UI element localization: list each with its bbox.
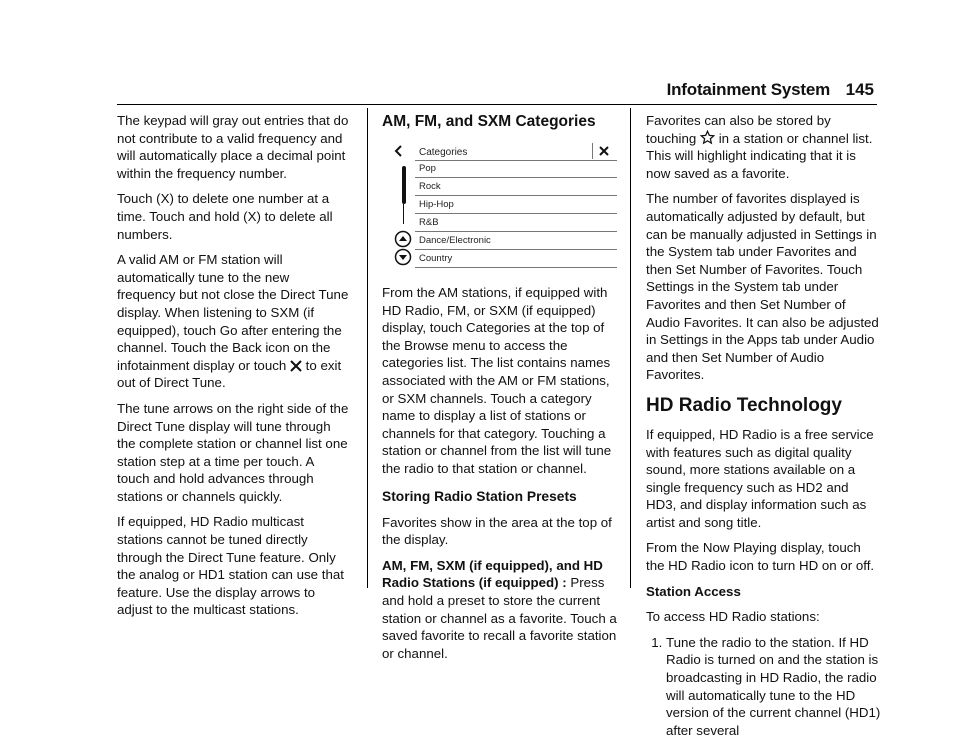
paragraph: Favorites show in the area at the top of the display. [382,514,612,548]
section-heading: AM, FM, and SXM Categories [382,113,596,130]
categories-list [415,160,617,268]
star-icon [700,130,715,145]
category-item: Rock [415,178,617,196]
section-heading: HD Radio Technology [646,394,842,416]
scrollbar-track [403,204,404,224]
categories-screen-illustration [390,142,620,270]
categories-title-bar [415,142,617,161]
category-item: Dance/Electronic [415,232,617,250]
paragraph: The number of favorites displayed is automatically adjusted by default, but can be manually adjusted in Settings in the System tab under Favorites and then Set Number of Favorites. Touch Settings in the System tab under Favorites and then Set Number of Audio Favorites. It can also be adjusted in Settings in the Apps tab under Audio and then Set Number of Audio Favorites. [646,191,879,383]
paragraph: If equipped, HD Radio multicast stations cannot be tuned directly through the Direct Tune feature. Only the analog or HD1 station can use that feature. Use the display arrows to adjust to the multicast stations. [117,514,344,618]
column-1 [117,112,349,627]
paragraph-text: Press and hold a preset to store the current station or channel as a favorite. Touch a saved favorite to recall a favorite station or channel. [382,575,617,661]
category-item: Pop [415,160,617,178]
numbered-list [646,634,882,739]
back-icon [390,142,408,160]
column-2 [382,112,618,670]
header-rule [117,104,877,105]
close-button [592,143,615,159]
paragraph-text: to exit out of Direct Tune. [117,357,342,391]
scroll-down-icon [394,248,412,266]
category-item: Hip-Hop [415,196,617,214]
scroll-up-icon [394,230,412,248]
categories-title: Categories [419,147,468,158]
subsection-heading: Storing Radio Station Presets [382,488,577,504]
paragraph-text: in a station or channel list. This will highlight indicating that it is now saved as a favorite. [646,130,873,181]
list-item: 1. Tune the radio to the station. If HD Radio is turned on and the station is broadcasting in HD Radio, the radio will automatically tune to the HD version of the current channel (HD1) after several [666,634,882,739]
column-divider [367,108,368,588]
paragraph: Touch (X) to delete one number at a time. Touch and hold (X) to delete all numbers. [117,191,333,242]
paragraph: From the AM stations, if equipped with HD Radio, FM, or SXM (if equipped) display, touch Categories at the top of the Browse menu to access the categories list. The list contains names associated with the AM or FM stations, or SXM channels. Touch a category name to display a list of stations or channels for that category. Touching a station or channel from the list will tune the radio to that station or channel. [382,285,612,476]
paragraph: From the Now Playing display, touch the HD Radio icon to turn HD on or off. [646,540,875,574]
subsection-heading: Station Access [646,583,741,599]
column-3 [646,112,882,739]
paragraph: The tune arrows on the right side of the Direct Tune display will tune through the complete station or channel list one station step at a time per touch. A touch and hold advances through stations or channels quickly. [117,400,349,504]
paragraph: To access HD Radio stations: [646,609,820,625]
category-item: Country [415,250,617,268]
paragraph-text: Favorites can also be stored by touching [646,113,831,146]
close-icon [290,360,302,372]
paragraph [382,557,618,663]
paragraph [646,112,882,182]
paragraph [117,251,349,392]
close-icon [593,143,615,159]
column-divider [630,108,631,588]
page-number: 145 [845,80,874,99]
category-item: R&B [415,214,617,232]
paragraph-text: A valid AM or FM station will automatically tune to the new frequency but not close the Direct Tune display. When listening to SXM (if equipped), touch Go after entering the channel. Touch the Back icon on the infotainment display or touch [117,252,349,373]
paragraph: If equipped, HD Radio is a free service with features such as digital quality sound, more stations available on a single frequency such as HD2 and HD3, and display information such as artist and song title. [646,426,874,530]
paragraph: The keypad will gray out entries that do not contribute to a valid frequency and will automatically place a decimal point within the frequency number. [117,113,349,181]
section-title: Infotainment System [666,80,830,99]
paragraph-lead: AM, FM, SXM (if equipped), and HD Radio Stations (if equipped) : [382,557,603,591]
scrollbar-thumb [402,166,406,204]
